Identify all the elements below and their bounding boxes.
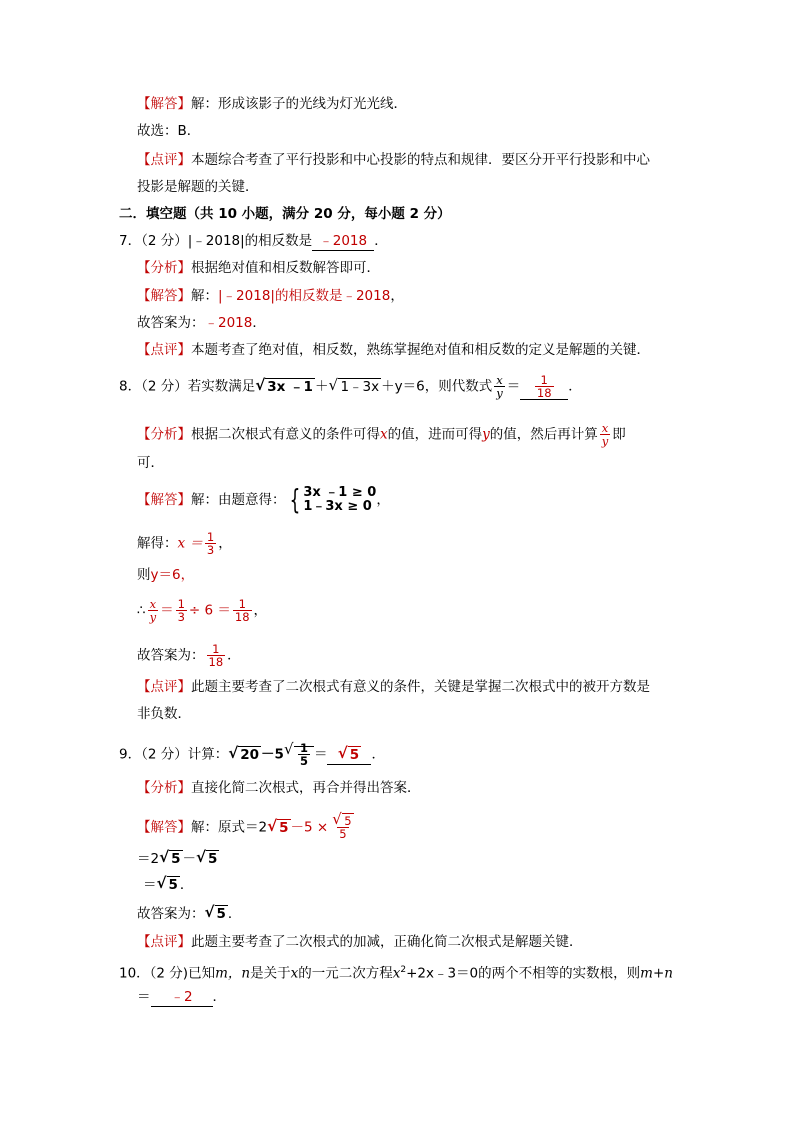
jieda-tag: 【解答】 xyxy=(137,492,191,508)
q9-answer-sqrt xyxy=(339,746,361,764)
q7-dianping xyxy=(137,341,650,359)
q9-line2-prefix: ＝2 xyxy=(137,851,160,867)
q9-answer-final-rad: 5 xyxy=(216,906,226,922)
q8-calc-d2: 18 xyxy=(234,610,250,624)
q10-line2 xyxy=(137,988,226,1007)
q8-solve-end: ， xyxy=(218,535,232,552)
q8-calc-n1: 1 xyxy=(177,597,185,611)
q8-solve-frac xyxy=(205,531,216,556)
q9-line3-sqrt xyxy=(158,876,180,894)
q9-answer-blank xyxy=(327,746,371,765)
q9-j-sqrt1 xyxy=(268,819,290,837)
q8-solve-x: x ＝ xyxy=(177,535,203,552)
q9-line2-sqrt2 xyxy=(197,850,219,868)
q9-line2-rad1: 5 xyxy=(171,851,181,867)
q9-frac xyxy=(298,742,310,767)
q9-line3-rad: 5 xyxy=(168,877,178,893)
q7-answer-value: ﹣2018 xyxy=(204,315,253,331)
q8-dianping-line2: 非负数． xyxy=(137,706,191,722)
q8-dianping-text: 此题主要考查了二次根式有意义的条件，关键是掌握二次根式中的被开方数是 xyxy=(191,679,650,695)
dianping-tag: 【点评】 xyxy=(137,342,191,358)
q7-answer-end: ． xyxy=(252,315,266,331)
q7-fenxi-text: 根据绝对值和相反数解答即可． xyxy=(191,260,380,276)
q10-mpn: m+n xyxy=(640,965,673,982)
q8-calc-frac2 xyxy=(233,598,252,623)
q10-answer-blank: ﹣2 xyxy=(151,988,213,1007)
q8-answer-end: ． xyxy=(227,647,241,664)
q9-jieda xyxy=(137,815,358,840)
q8-calc-y: y xyxy=(149,610,157,624)
q8-sqrt-1 xyxy=(256,378,315,396)
q10-stem-2: 是关于 xyxy=(250,965,291,982)
q8-fenxi-4: 即 xyxy=(612,426,626,443)
q9-j-rad1: 5 xyxy=(279,819,289,836)
q9-frac-den: 5 xyxy=(299,754,308,768)
q6-jieda-line xyxy=(137,95,407,113)
jieda-tag: 【解答】 xyxy=(137,96,191,112)
q8-calc xyxy=(137,598,267,623)
q7-jieda-end: ， xyxy=(390,288,404,304)
q8-jieda-prefix: 解：由题意得： xyxy=(191,492,286,508)
q7-jieda-prefix: 解： xyxy=(191,288,218,304)
q8-answer xyxy=(137,643,241,668)
q8-answer-final-d: 18 xyxy=(208,655,224,669)
q8-calc-end: ， xyxy=(253,602,268,619)
q10-x: x xyxy=(290,965,299,982)
fenxi-tag: 【分析】 xyxy=(137,260,191,276)
q8-fenxi-y: y xyxy=(482,426,490,443)
q8-calc-frac1 xyxy=(176,598,187,623)
q10-stem-3: 的一元二次方程 xyxy=(298,965,393,982)
q7-stem-text: 7．（2 分）|﹣2018|的相反数是 xyxy=(119,233,313,249)
q8-fenxi-line2: 可． xyxy=(137,455,164,471)
q8-answer-prefix: 故答案为： xyxy=(137,647,205,664)
q9-j-frac-num xyxy=(330,815,355,827)
q9-rad20: 20 xyxy=(240,746,260,763)
q9-line3-prefix: ＝ xyxy=(143,877,157,893)
q8-sqrt-2 xyxy=(329,378,381,396)
q9-answer-prefix: 故答案为： xyxy=(137,906,205,922)
q8-rad2: 1﹣3x xyxy=(340,378,380,395)
q8-solve-prefix: 解得： xyxy=(137,535,178,552)
q7-jieda-red: |﹣2018|的相反数是﹣2018 xyxy=(218,288,391,304)
jieda-tag: 【解答】 xyxy=(137,819,191,836)
q10-mn: m，n xyxy=(215,965,251,982)
q8-inequality-system xyxy=(286,483,377,516)
q8-y-part: ＋y＝6，则代数式 xyxy=(381,378,493,395)
q9-answer-final-sqrt xyxy=(206,905,228,923)
q8-answer-den: 18 xyxy=(536,386,552,400)
q8-end: ． xyxy=(568,378,582,395)
q9-fenxi xyxy=(137,779,421,797)
q8-fenxi-frac-y: y xyxy=(601,434,609,448)
q9-line2 xyxy=(137,850,219,868)
q9-end: ． xyxy=(371,746,385,763)
q8-fenxi xyxy=(137,422,626,447)
q7-answer xyxy=(137,314,266,332)
q9-line3-end: ． xyxy=(179,877,194,893)
q8-fenxi-2: 的值，进而可得 xyxy=(387,426,483,443)
q9-j-num-rad: 5 xyxy=(344,814,352,828)
q10-end: ． xyxy=(212,989,226,1005)
q8-calc-d1: 3 xyxy=(177,610,185,624)
q9-dianping xyxy=(137,933,583,951)
q10-eq-rest: +2x﹣3＝0 xyxy=(406,965,479,982)
q9-stem xyxy=(119,742,385,767)
q8-ineq-rows xyxy=(303,486,376,514)
q8-then-y: y＝6， xyxy=(150,567,195,583)
q9-jieda-prefix: 解：原式＝2 xyxy=(191,819,268,836)
q9-line2-sqrt1 xyxy=(160,850,182,868)
q8-plus: ＋ xyxy=(314,378,329,395)
q8-calc-xy xyxy=(148,598,159,623)
q8-solve xyxy=(137,531,232,556)
dianping-tag: 【点评】 xyxy=(137,934,191,950)
q9-frac-num: √ 1 xyxy=(299,741,308,755)
q8-then-prefix: 则 xyxy=(137,567,151,583)
q10-stem xyxy=(119,961,673,983)
q8-jieda xyxy=(137,483,390,516)
q9-line3 xyxy=(143,876,193,894)
q10-line2-prefix: ＝ xyxy=(137,989,151,1005)
q10-sup: 2 xyxy=(400,965,407,975)
q9-sqrt20 xyxy=(229,746,261,764)
q9-fenxi-text: 直接化简二次根式，再合并得出答案． xyxy=(191,780,421,796)
q8-answer-frac xyxy=(535,374,554,399)
q8-calc-x: x xyxy=(149,597,157,611)
q8-then xyxy=(137,566,194,584)
q9-eq: ＝ xyxy=(313,746,328,763)
q8-solve-den: 3 xyxy=(206,543,215,557)
q9-answer-rad: 5 xyxy=(349,746,360,763)
q8-calc-div: ÷ 6 ＝ xyxy=(188,602,231,619)
q8-fenxi-1: 根据二次根式有意义的条件可得 xyxy=(191,426,380,443)
q8-dianping xyxy=(137,678,650,696)
q7-end: ． xyxy=(374,233,388,249)
q8-answer-num: 1 xyxy=(540,373,548,387)
q9-j-frac xyxy=(330,815,355,840)
therefore-icon: ∴ xyxy=(137,602,146,619)
q8-ineq1: 3x ﹣1 ≥ 0 xyxy=(303,485,377,500)
q9-line2-minus: － xyxy=(182,851,196,867)
fenxi-tag: 【分析】 xyxy=(137,780,191,796)
q9-stem-prefix: 9．（2 分）计算： xyxy=(119,746,229,763)
q8-x-over-y xyxy=(494,374,505,399)
q10-stem-4: 的两个不相等的实数根，则 xyxy=(478,965,641,982)
q7-jieda xyxy=(137,287,404,305)
q8-ineq2: 1﹣3x ≥ 0 xyxy=(303,499,372,514)
q8-stem-prefix: 8．（2 分）若实数满足 xyxy=(119,378,256,395)
q10-stem-1: 10．（2 分)已知 xyxy=(119,965,216,982)
q8-rad1: 3x ﹣1 xyxy=(267,378,313,395)
q8-eq: ＝ xyxy=(506,378,521,395)
q8-x: x xyxy=(496,373,503,387)
q9-minus5: －5 xyxy=(261,746,284,763)
q9-dianping-text: 此题主要考查了二次根式的加减，正确化简二次根式是解题关键． xyxy=(191,934,583,950)
q9-j-num-sqrt xyxy=(333,815,353,827)
q7-dianping-text: 本题考查了绝对值，相反数，熟练掌握绝对值和相反数的定义是解题的关键． xyxy=(191,342,650,358)
brace-icon: { xyxy=(289,483,300,516)
q8-fenxi-x: x xyxy=(380,426,388,443)
q8-answer-final xyxy=(207,643,226,668)
q6-answer: 故选：B． xyxy=(137,123,201,139)
q8-calc-eq: ＝ xyxy=(160,602,174,619)
q8-stem xyxy=(119,374,582,400)
q9-line2-rad2: 5 xyxy=(208,851,218,867)
q8-calc-n2: 1 xyxy=(238,597,246,611)
q6-jieda-text: 解：形成该影子的光线为灯光光线． xyxy=(191,96,407,112)
fenxi-tag: 【分析】 xyxy=(137,426,191,443)
q8-solve-num: 1 xyxy=(206,530,215,544)
q8-fenxi-frac-x: x xyxy=(601,421,609,435)
q8-fenxi-3: 的值，然后再计算 xyxy=(489,426,598,443)
q7-fenxi xyxy=(137,259,380,277)
jieda-tag: 【解答】 xyxy=(137,288,191,304)
q7-answer-prefix: 故答案为： xyxy=(137,315,205,331)
q9-answer xyxy=(137,905,241,923)
q9-answer-end: ． xyxy=(227,906,242,922)
q9-sqrt-frac-rad xyxy=(294,741,314,768)
dianping-tag: 【点评】 xyxy=(137,679,191,695)
q10-eq-x: x xyxy=(392,965,401,982)
dianping-tag: 【点评】 xyxy=(137,152,191,168)
q7-answer-blank: ﹣2018 xyxy=(312,232,374,251)
q6-dianping-line1 xyxy=(137,151,650,169)
q6-dianping-text: 本题综合考查了平行投影和中心投影的特点和规律．要区分开平行投影和中心 xyxy=(191,152,650,168)
q8-answer-blank xyxy=(520,374,568,400)
q8-answer-final-n: 1 xyxy=(212,642,220,656)
q8-jieda-end: ， xyxy=(376,492,390,508)
q7-stem xyxy=(119,232,388,251)
q9-sqrt-frac xyxy=(285,742,314,767)
q8-fenxi-frac xyxy=(600,422,611,447)
q9-j-den: 5 xyxy=(339,827,347,841)
section-title: 二．填空题（共 10 小题，满分 20 分，每小题 2 分） xyxy=(119,206,451,222)
q6-dianping-line2: 投影是解题的关键． xyxy=(137,179,259,195)
q9-j-mid: －5 × xyxy=(290,819,329,836)
q8-y: y xyxy=(496,386,503,400)
